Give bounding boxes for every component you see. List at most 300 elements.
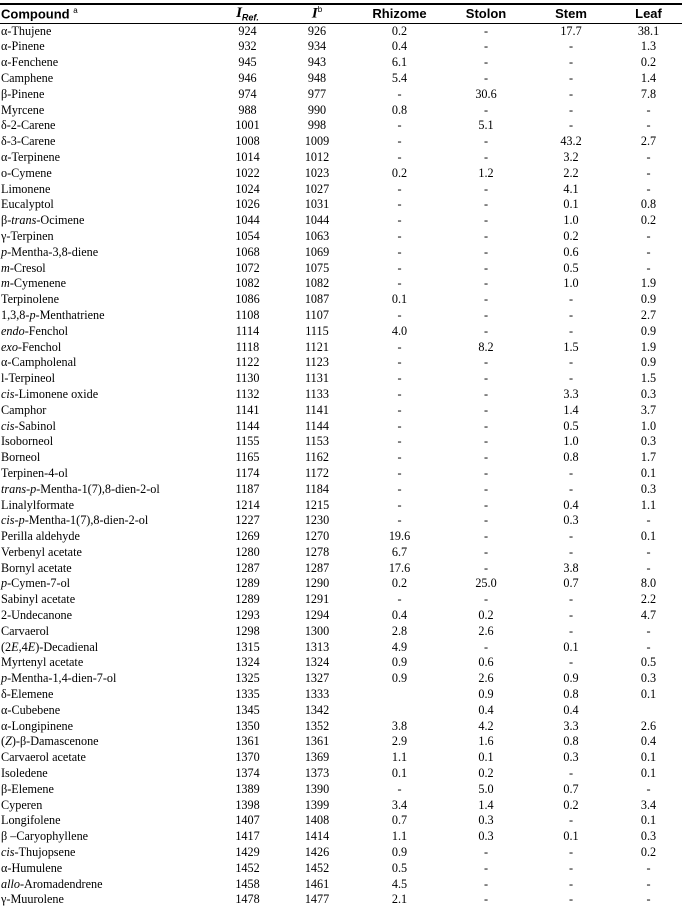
compound-name-cell (0, 719, 215, 735)
stem-cell: - (568, 529, 574, 544)
compound-name-cell (0, 671, 215, 687)
leaf-cell: 1.5 (640, 371, 657, 386)
table-row (0, 403, 682, 419)
compound-name-cell (0, 829, 215, 845)
table-row (0, 261, 682, 277)
stem-cell: - (568, 481, 574, 496)
rhizome-cell: - (397, 181, 402, 196)
leaf-cell: 7.8 (640, 86, 657, 101)
ib-cell: 1044 (304, 213, 330, 228)
leaf-cell: - (646, 781, 651, 796)
table-row (0, 419, 682, 435)
compound-name-cell (0, 118, 215, 134)
compound-name-cell (0, 450, 215, 466)
iref-cell: 1287 (235, 560, 260, 575)
iref-cell: 1054 (235, 228, 260, 243)
stolon-cell: - (483, 481, 489, 496)
compound-name-part: -Fenchol (24, 323, 69, 338)
compound-name-cell (0, 782, 215, 798)
stem-cell: - (568, 592, 574, 607)
rhizome-cell: - (397, 213, 402, 228)
compound-name-part: α-Terpinene (1, 149, 60, 164)
ib-cell: 1477 (304, 892, 330, 907)
ib-cell: 1069 (304, 244, 330, 259)
stem-cell: 0.3 (563, 750, 579, 765)
header-row (0, 5, 682, 23)
table-row (0, 877, 682, 893)
stem-cell: 0.7 (563, 576, 579, 591)
leaf-cell: 3.4 (640, 797, 657, 812)
table-row (0, 576, 682, 592)
compound-name-cell (0, 308, 215, 324)
compound-name-part: cis (1, 845, 15, 860)
compound-name-part: cis (1, 418, 15, 433)
compound-name-part: Terpinen-4-ol (1, 465, 68, 480)
leaf-cell: - (646, 876, 651, 891)
compound-name-part: β- (1, 213, 12, 228)
compound-name-part: Z (5, 734, 12, 749)
compound-name-cell (0, 403, 215, 419)
leaf-cell: - (646, 892, 651, 907)
compound-name-part: )-β-Damascenone (11, 734, 99, 749)
header-leaf: Leaf (635, 6, 662, 22)
stolon-cell: - (483, 513, 489, 528)
stolon-cell: 2.6 (478, 623, 494, 638)
compound-name-part: Myrcene (1, 102, 45, 117)
rhizome-cell: 4.5 (391, 876, 408, 891)
ib-cell: 1313 (304, 639, 330, 654)
stem-cell: 1.5 (563, 339, 579, 354)
leaf-cell: 4.7 (640, 608, 657, 623)
compound-name-part: Perilla aldehyde (1, 529, 80, 544)
stolon-cell: - (483, 560, 489, 575)
ib-cell: 1300 (304, 623, 330, 638)
stem-cell: 3.3 (563, 718, 579, 733)
rhizome-cell: - (397, 781, 402, 796)
rhizome-cell: - (397, 149, 402, 164)
iref-cell: 1269 (235, 529, 260, 544)
compound-name-part: β –Caryophyllene (1, 829, 89, 844)
iref-cell: 1008 (235, 134, 260, 149)
rhizome-cell: - (397, 86, 402, 101)
ib-cell: 1133 (305, 386, 329, 401)
ib-cell: 1027 (304, 181, 330, 196)
stolon-cell: - (483, 592, 489, 607)
table-row (0, 245, 682, 261)
compound-name-part: δ-2-Carene (1, 118, 56, 133)
ib-cell: 934 (307, 39, 327, 54)
leaf-cell: 0.8 (640, 197, 657, 212)
stolon-cell: 0.4 (478, 702, 494, 717)
compound-name-part: (2 (1, 639, 12, 654)
compound-name-part: p (1, 244, 8, 259)
iref-cell: 1280 (235, 544, 260, 559)
stolon-cell: - (483, 450, 489, 465)
leaf-cell: 1.9 (640, 339, 657, 354)
header-rhizome: Rhizome (372, 6, 427, 22)
iref-cell: 1478 (235, 892, 260, 907)
compound-name-cell (0, 513, 215, 529)
iref-cell: 1361 (235, 734, 260, 749)
compound-name-part: o-Cymene (1, 165, 52, 180)
compound-name-part: Camphor (1, 402, 47, 417)
table-row (0, 766, 682, 782)
compound-name-part: p (1, 576, 8, 591)
ib-cell: 1123 (305, 355, 329, 370)
compound-name-part: l-Terpineol (1, 371, 55, 386)
compound-name-part: β-Pinene (1, 86, 45, 101)
compound-name-cell (0, 197, 215, 213)
rhizome-cell: - (397, 386, 402, 401)
leaf-cell: 0.3 (640, 829, 657, 844)
compound-name-part: -Mentha-3,8-diene (7, 244, 99, 259)
compound-name-part: exo (1, 339, 18, 354)
table-row (0, 640, 682, 656)
compound-name-part: Borneol (1, 450, 41, 465)
stem-cell: 3.8 (563, 560, 579, 575)
iref-cell: 1072 (235, 260, 260, 275)
ib-cell: 1144 (305, 418, 329, 433)
stolon-cell: - (483, 497, 489, 512)
compound-name-cell (0, 861, 215, 877)
leaf-cell: - (646, 228, 651, 243)
stolon-cell: - (483, 197, 489, 212)
compound-name-part: -Aromadendrene (19, 876, 103, 891)
stolon-cell: 0.2 (478, 766, 494, 781)
stem-cell: - (568, 860, 574, 875)
rhizome-cell: 0.1 (391, 766, 408, 781)
ib-cell: 1452 (304, 860, 330, 875)
compound-name-part: -Thujopsene (14, 845, 76, 860)
rhizome-cell: 0.7 (391, 813, 408, 828)
table-row (0, 355, 682, 371)
rhizome-cell: 4.9 (391, 639, 408, 654)
compound-name-cell (0, 340, 215, 356)
stolon-cell: - (483, 228, 489, 243)
stem-cell: 0.2 (563, 228, 579, 243)
compound-name-part: E (27, 639, 36, 654)
compound-name-part: E (11, 639, 19, 654)
stem-cell: - (568, 465, 574, 480)
ib-cell: 1352 (304, 718, 330, 733)
rhizome-cell: 0.5 (391, 860, 408, 875)
compound-name-cell (0, 213, 215, 229)
rhizome-cell: 5.4 (391, 70, 408, 85)
stolon-cell: - (483, 70, 489, 85)
table-row (0, 734, 682, 750)
stem-cell: - (568, 876, 574, 891)
compound-name-part: α-Thujene (1, 23, 52, 38)
stolon-cell: 1.4 (478, 797, 494, 812)
iref-cell: 1141 (235, 402, 260, 417)
iref-cell: 1458 (235, 876, 260, 891)
compound-name-cell (0, 355, 215, 371)
stem-cell: 0.1 (563, 197, 579, 212)
compound-name-cell (0, 39, 215, 55)
compound-name-part: γ-Muurolene (1, 892, 64, 907)
ib-cell: 1278 (304, 544, 330, 559)
compound-name-part: β-Elemene (1, 781, 54, 796)
table-body (0, 23, 682, 908)
table-row (0, 624, 682, 640)
rhizome-cell: 1.1 (391, 750, 408, 765)
table-row (0, 23, 682, 39)
compound-name-part: Eucalyptol (1, 197, 54, 212)
rhizome-cell: 0.2 (391, 576, 408, 591)
compound-name-part: Myrtenyl acetate (1, 655, 84, 670)
leaf-cell: 0.3 (640, 671, 657, 686)
compound-name-part: -Cymenene (9, 276, 66, 291)
compound-name-part: α-Fenchene (1, 55, 59, 70)
table-row (0, 134, 682, 150)
compound-name-cell (0, 134, 215, 150)
table-row (0, 340, 682, 356)
compound-name-part: -Menthatriene (35, 307, 105, 322)
ib-cell: 1141 (305, 402, 329, 417)
table-row (0, 687, 682, 703)
rhizome-cell: 3.8 (391, 718, 408, 733)
leaf-cell: 0.9 (640, 323, 657, 338)
compound-name-part: 1,3,8- (1, 307, 30, 322)
ib-cell: 1082 (304, 276, 330, 291)
ib-cell: 1063 (304, 228, 330, 243)
compound-name-part: δ-Elemene (1, 687, 54, 702)
leaf-cell: - (646, 244, 651, 259)
stem-cell: 0.8 (563, 734, 579, 749)
stem-cell: - (568, 55, 574, 70)
compound-name-cell (0, 482, 215, 498)
leaf-cell: 3.7 (640, 402, 657, 417)
iref-cell: 1122 (235, 355, 260, 370)
leaf-cell: 0.2 (640, 213, 657, 228)
table-row (0, 434, 682, 450)
compound-name-part: ( (1, 734, 6, 749)
leaf-cell: 1.4 (640, 70, 657, 85)
rhizome-cell: - (397, 197, 402, 212)
leaf-cell: 2.7 (640, 134, 657, 149)
stem-cell: - (568, 86, 574, 101)
rhizome-cell: 0.4 (391, 39, 408, 54)
compound-name-part: m (1, 276, 10, 291)
compound-name-part: m (1, 260, 10, 275)
iref-cell: 1289 (235, 592, 260, 607)
stolon-cell: - (483, 371, 489, 386)
stolon-cell: 0.3 (478, 813, 494, 828)
ib-cell: 1131 (305, 371, 329, 386)
ib-cell: 1009 (304, 134, 330, 149)
ib-cell: 1399 (304, 797, 330, 812)
ib-cell: 1390 (304, 781, 330, 796)
rhizome-cell: - (397, 260, 402, 275)
table-row (0, 813, 682, 829)
stolon-cell: 1.6 (478, 734, 494, 749)
table-row (0, 166, 682, 182)
header-stem: Stem (555, 6, 587, 22)
compound-name-cell (0, 434, 215, 450)
leaf-cell: 1.3 (640, 39, 657, 54)
iref-cell: 1174 (235, 465, 260, 480)
stem-cell: - (568, 355, 574, 370)
compound-name-cell (0, 466, 215, 482)
ib-cell: 1012 (304, 149, 330, 164)
rhizome-cell: 2.8 (391, 623, 408, 638)
ib-cell: 1369 (304, 750, 330, 765)
rhizome-cell: 0.2 (391, 165, 408, 180)
iref-cell: 1350 (235, 718, 260, 733)
compound-name-cell (0, 592, 215, 608)
compound-name-part: - (26, 481, 31, 496)
table-row (0, 545, 682, 561)
compound-name-cell (0, 71, 215, 87)
stem-cell: - (568, 371, 574, 386)
compound-name-cell (0, 892, 215, 908)
leaf-cell: 0.1 (640, 750, 657, 765)
table-row (0, 71, 682, 87)
ib-cell: 1408 (304, 813, 330, 828)
rhizome-cell (354, 703, 445, 719)
rhizome-cell: 0.9 (391, 671, 408, 686)
header-compound-label: Compound (1, 6, 70, 22)
stolon-cell: 30.6 (475, 86, 497, 101)
rhizome-cell: - (397, 465, 402, 480)
leaf-cell: 0.9 (640, 355, 657, 370)
iref-cell: 1144 (235, 418, 260, 433)
rhizome-cell: 0.4 (391, 608, 408, 623)
compound-name-part: Isoborneol (1, 434, 54, 449)
iref-cell: 1289 (235, 576, 260, 591)
header-compound-footnote: a (73, 6, 78, 16)
stem-cell: 0.5 (563, 418, 579, 433)
ib-cell: 1087 (304, 292, 330, 307)
iref-cell: 1022 (235, 165, 260, 180)
compound-name-cell (0, 150, 215, 166)
rhizome-cell: 2.9 (391, 734, 408, 749)
iref-cell: 1335 (235, 687, 260, 702)
rhizome-cell: 4.0 (391, 323, 408, 338)
compound-name-cell (0, 750, 215, 766)
rhizome-cell: 0.9 (391, 655, 408, 670)
table-row (0, 276, 682, 292)
leaf-cell: 0.1 (640, 813, 657, 828)
stolon-cell: - (483, 892, 489, 907)
stem-cell: - (568, 813, 574, 828)
header-iref-label: I (236, 5, 242, 21)
compound-name-part: trans (1, 481, 27, 496)
ib-cell: 926 (307, 23, 327, 38)
rhizome-cell: - (397, 339, 402, 354)
stolon-cell: - (483, 402, 489, 417)
ib-cell: 1373 (304, 766, 330, 781)
stem-cell: 3.3 (563, 386, 579, 401)
stolon-cell: 8.2 (478, 339, 494, 354)
compound-name-cell (0, 229, 215, 245)
compound-name-cell (0, 624, 215, 640)
ib-cell: 948 (307, 70, 327, 85)
table-row (0, 655, 682, 671)
table-row (0, 782, 682, 798)
stolon-cell: - (483, 418, 489, 433)
table-row (0, 845, 682, 861)
compound-name-cell (0, 182, 215, 198)
ib-cell: 1426 (304, 845, 330, 860)
rhizome-cell: - (397, 134, 402, 149)
stem-cell: - (568, 39, 574, 54)
stem-cell: 0.8 (563, 450, 579, 465)
table-row (0, 118, 682, 134)
leaf-cell: 0.3 (640, 434, 657, 449)
table-row (0, 55, 682, 71)
compound-name-part: Bornyl acetate (1, 560, 72, 575)
stolon-cell: - (483, 544, 489, 559)
table-row (0, 150, 682, 166)
stem-cell: - (568, 102, 574, 117)
leaf-cell: 1.0 (640, 418, 657, 433)
header-compound (0, 5, 215, 23)
stem-cell: - (568, 623, 574, 638)
iref-cell: 1108 (235, 307, 260, 322)
stolon-cell: - (483, 386, 489, 401)
compound-name-cell (0, 529, 215, 545)
table-row (0, 229, 682, 245)
stolon-cell: 0.6 (478, 655, 494, 670)
compound-name-cell (0, 640, 215, 656)
ib-cell: 1461 (304, 876, 330, 891)
ib-cell: 1327 (304, 671, 330, 686)
leaf-cell: 1.7 (640, 450, 657, 465)
compound-name-part: -Limonene oxide (14, 386, 99, 401)
table-row (0, 324, 682, 340)
rhizome-cell: - (397, 118, 402, 133)
stem-cell: 43.2 (560, 134, 582, 149)
rhizome-cell: - (397, 276, 402, 291)
iref-cell: 1014 (235, 149, 260, 164)
rhizome-cell: - (397, 355, 402, 370)
header-stolon: Stolon (465, 6, 507, 22)
stem-cell: 1.0 (563, 213, 579, 228)
table-row (0, 529, 682, 545)
iref-cell: 1325 (235, 671, 260, 686)
rhizome-cell: 1.1 (391, 829, 408, 844)
iref-cell: 1086 (235, 292, 260, 307)
compound-name-cell (0, 387, 215, 403)
compound-name-cell (0, 103, 215, 119)
leaf-cell: 38.1 (637, 23, 660, 38)
iref-cell: 974 (238, 86, 257, 101)
leaf-cell: - (646, 860, 651, 875)
iref-cell: 932 (238, 39, 257, 54)
ib-cell: 1287 (304, 560, 330, 575)
stolon-cell: - (483, 55, 489, 70)
stolon-cell: - (483, 355, 489, 370)
compound-name-cell (0, 576, 215, 592)
stem-cell: 1.4 (563, 402, 579, 417)
iref-cell: 1114 (235, 323, 260, 338)
stolon-cell: 5.1 (478, 118, 494, 133)
ib-cell: 1121 (305, 339, 329, 354)
rhizome-cell: 17.6 (388, 560, 411, 575)
leaf-cell: - (646, 623, 651, 638)
table-row (0, 498, 682, 514)
stolon-cell: - (483, 876, 489, 891)
compound-name-cell (0, 655, 215, 671)
compound-name-part: - (14, 513, 19, 528)
ib-cell: 1023 (304, 165, 330, 180)
header-iref-sub: Ref. (241, 12, 259, 23)
ib-cell: 1294 (304, 608, 330, 623)
table-row (0, 608, 682, 624)
compound-name-part: Terpinolene (1, 292, 60, 307)
compound-name-cell (0, 798, 215, 814)
